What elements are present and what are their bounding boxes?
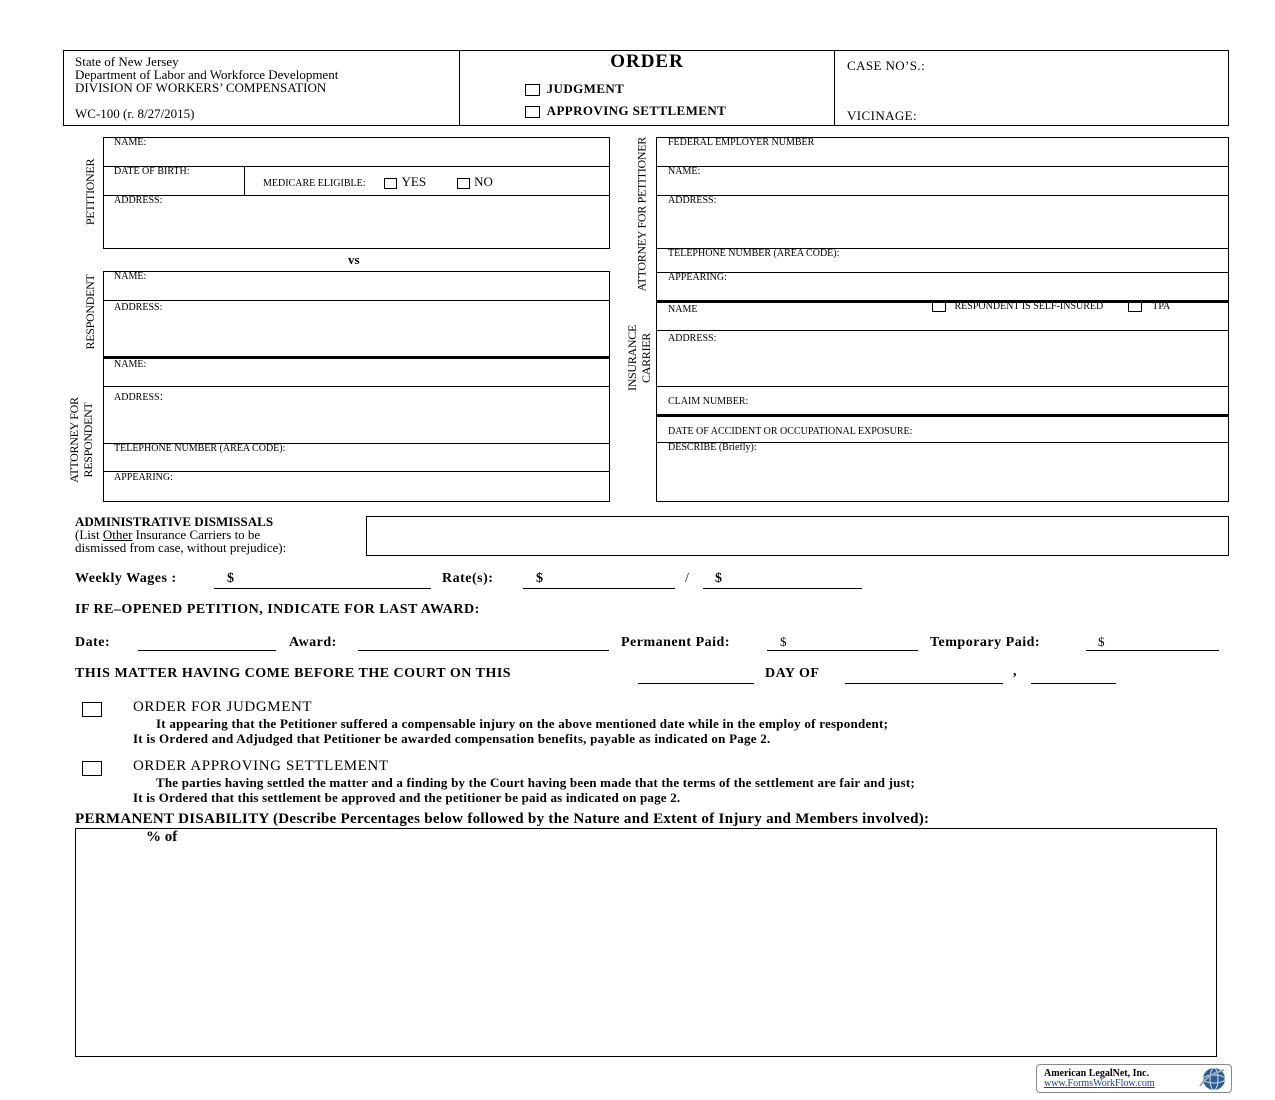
attorney-respondent-appearing-field[interactable]: APPEARING:	[114, 472, 173, 483]
form-title: ORDER	[610, 51, 684, 72]
rate-2-input[interactable]: $	[703, 572, 862, 589]
admin-dismissals-title: ADMINISTRATIVE DISMISSALS	[75, 514, 274, 529]
weekly-wages-input[interactable]: $	[214, 572, 431, 589]
vicinage-label: VICINAGE:	[847, 108, 918, 123]
rate-slash: /	[685, 571, 690, 586]
admin-dismissals-input[interactable]	[366, 516, 1229, 556]
attorney-for-respondent-label-1: ATTORNEY FOR	[67, 397, 81, 483]
case-no-label: CASE NO’S.:	[847, 58, 926, 73]
form-id: WC-100 (r. 8/27/2015)	[75, 106, 195, 121]
claim-number-field[interactable]: CLAIM NUMBER:	[668, 396, 749, 407]
rate-1-input[interactable]: $	[523, 572, 675, 589]
respondent-box	[103, 271, 610, 502]
globe-icon	[1194, 1066, 1230, 1092]
matter-year-input[interactable]	[1031, 667, 1116, 684]
last-award-date-input[interactable]	[138, 634, 276, 651]
medicare-no-checkbox[interactable]	[457, 178, 470, 189]
respondent-name-field[interactable]: NAME:	[114, 271, 147, 282]
petitioner-dob-field[interactable]: DATE OF BIRTH:	[114, 166, 190, 177]
settlement-paragraph-2: It is Ordered that this settlement be approved and the petitioner be paid as indicated on page 2.	[133, 790, 681, 805]
attorney-respondent-name-field[interactable]: NAME:	[114, 359, 147, 370]
judgment-paragraph-2: It is Ordered and Adjudged that Petitioner be awarded compensation benefits, payable as indicated on Page 2.	[133, 731, 771, 746]
medicare-yes-checkbox[interactable]	[384, 178, 397, 189]
order-approving-settlement-checkbox[interactable]	[82, 761, 102, 776]
respondent-address-field[interactable]: ADDRESS:	[114, 302, 163, 313]
order-for-judgment-checkbox[interactable]	[82, 702, 102, 717]
form-header	[63, 50, 1229, 126]
reopened-petition-heading: IF RE–OPENED PETITION, INDICATE FOR LAST AWARD:	[75, 602, 480, 617]
petitioner-section-label: PETITIONER	[83, 158, 97, 226]
date-of-accident-field[interactable]: DATE OF ACCIDENT OR OCCUPATIONAL EXPOSURE:	[668, 426, 913, 437]
day-of-label: DAY OF	[765, 666, 820, 681]
attorney-for-respondent-label-2: RESPONDENT	[81, 402, 95, 478]
medicare-eligible-label: MEDICARE ELIGIBLE:	[263, 178, 366, 189]
state-name: State of New Jersey	[75, 54, 179, 69]
last-award-date-label: Date:	[75, 635, 111, 650]
insurance-name-field[interactable]: NAME	[668, 304, 698, 315]
order-approving-settlement-title: ORDER APPROVING SETTLEMENT	[133, 758, 389, 774]
admin-dismissals-note: (List Other Insurance Carriers to be	[75, 527, 261, 542]
tpa-label: TPA	[1152, 301, 1171, 312]
insurance-carrier-label-2: CARRIER	[639, 333, 653, 383]
award-input[interactable]	[358, 634, 609, 651]
self-insured-checkbox[interactable]	[932, 301, 946, 312]
attorney-respondent-address-colon: :	[159, 388, 164, 403]
permanent-paid-label: Permanent Paid:	[621, 635, 730, 650]
respondent-section-label: RESPONDENT	[83, 274, 97, 350]
attorney-insurance-box	[656, 137, 1229, 502]
attorney-petitioner-address-field[interactable]: ADDRESS:	[668, 195, 717, 206]
insurance-carrier-label-1: INSURANCE	[625, 325, 639, 391]
american-legalnet-logo	[1036, 1064, 1232, 1093]
rates-label: Rate(s):	[442, 571, 494, 586]
attorney-petitioner-appearing-field[interactable]: APPEARING:	[668, 272, 727, 283]
approving-settlement-label: APPROVING SETTLEMENT	[546, 103, 727, 118]
matter-comma: ,	[1013, 664, 1017, 679]
describe-field[interactable]: DESCRIBE (Briefly):	[668, 442, 757, 453]
attorney-respondent-telephone-field[interactable]: TELEPHONE NUMBER (AREA CODE):	[114, 443, 286, 454]
weekly-wages-label: Weekly Wages :	[75, 571, 177, 586]
award-label: Award:	[289, 635, 337, 650]
self-insured-label: RESPONDENT IS SELF-INSURED	[954, 301, 1104, 312]
permanent-disability-heading: PERMANENT DISABILITY (Describe Percentages below followed by the Nature and Extent of Injury and Members involved):	[75, 811, 930, 827]
medicare-no-label: NO	[474, 174, 493, 189]
admin-dismissals-note-2: dismissed from case, without prejudice):	[75, 540, 287, 555]
attorney-petitioner-name-field[interactable]: NAME:	[668, 166, 701, 177]
attorney-respondent-address-field[interactable]	[114, 388, 163, 404]
approving-settlement-checkbox[interactable]	[525, 106, 540, 118]
temporary-paid-input[interactable]: $	[1086, 634, 1219, 651]
matter-statement: THIS MATTER HAVING COME BEFORE THE COURT ON THIS	[75, 666, 512, 681]
petitioner-name-field[interactable]: NAME:	[114, 137, 147, 148]
medicare-yes-label: YES	[401, 174, 427, 189]
petitioner-box	[103, 137, 610, 249]
petitioner-address-field[interactable]: ADDRESS:	[114, 195, 163, 206]
percent-of-label: % of	[146, 829, 178, 845]
vs-label: vs	[348, 252, 360, 267]
department-name: Department of Labor and Workforce Development	[75, 67, 339, 82]
judgment-label: JUDGMENT	[546, 81, 625, 96]
tpa-checkbox[interactable]	[1128, 301, 1142, 312]
temporary-paid-label: Temporary Paid:	[930, 635, 1041, 650]
judgment-paragraph-1: It appearing that the Petitioner suffered a compensable injury on the above mentioned date while in the employ of respondent;	[156, 716, 889, 731]
insurance-address-field[interactable]: ADDRESS:	[668, 333, 717, 344]
matter-month-input[interactable]	[845, 667, 1003, 684]
division-name: DIVISION OF WORKERS’ COMPENSATION	[75, 80, 327, 95]
permanent-paid-input[interactable]: $	[767, 634, 918, 651]
matter-day-input[interactable]	[638, 667, 754, 684]
attorney-petitioner-telephone-field[interactable]: TELEPHONE NUMBER (AREA CODE):	[668, 248, 840, 259]
attorney-for-petitioner-label: ATTORNEY FOR PETITIONER	[634, 137, 649, 292]
judgment-checkbox[interactable]	[525, 84, 540, 96]
permanent-disability-textarea[interactable]	[75, 828, 1217, 1057]
company-name: American LegalNet, Inc.	[1044, 1068, 1149, 1079]
order-for-judgment-title: ORDER FOR JUDGMENT	[133, 699, 313, 715]
federal-employer-number-field[interactable]: FEDERAL EMPLOYER NUMBER	[668, 137, 815, 148]
settlement-paragraph-1: The parties having settled the matter and a finding by the Court having been made that the terms of the settlement are fair and just;	[156, 775, 915, 790]
attorney-respondent-address-text: ADDRESS	[114, 392, 160, 403]
forms-workflow-link[interactable]: www.FormsWorkFlow.com	[1044, 1078, 1155, 1089]
